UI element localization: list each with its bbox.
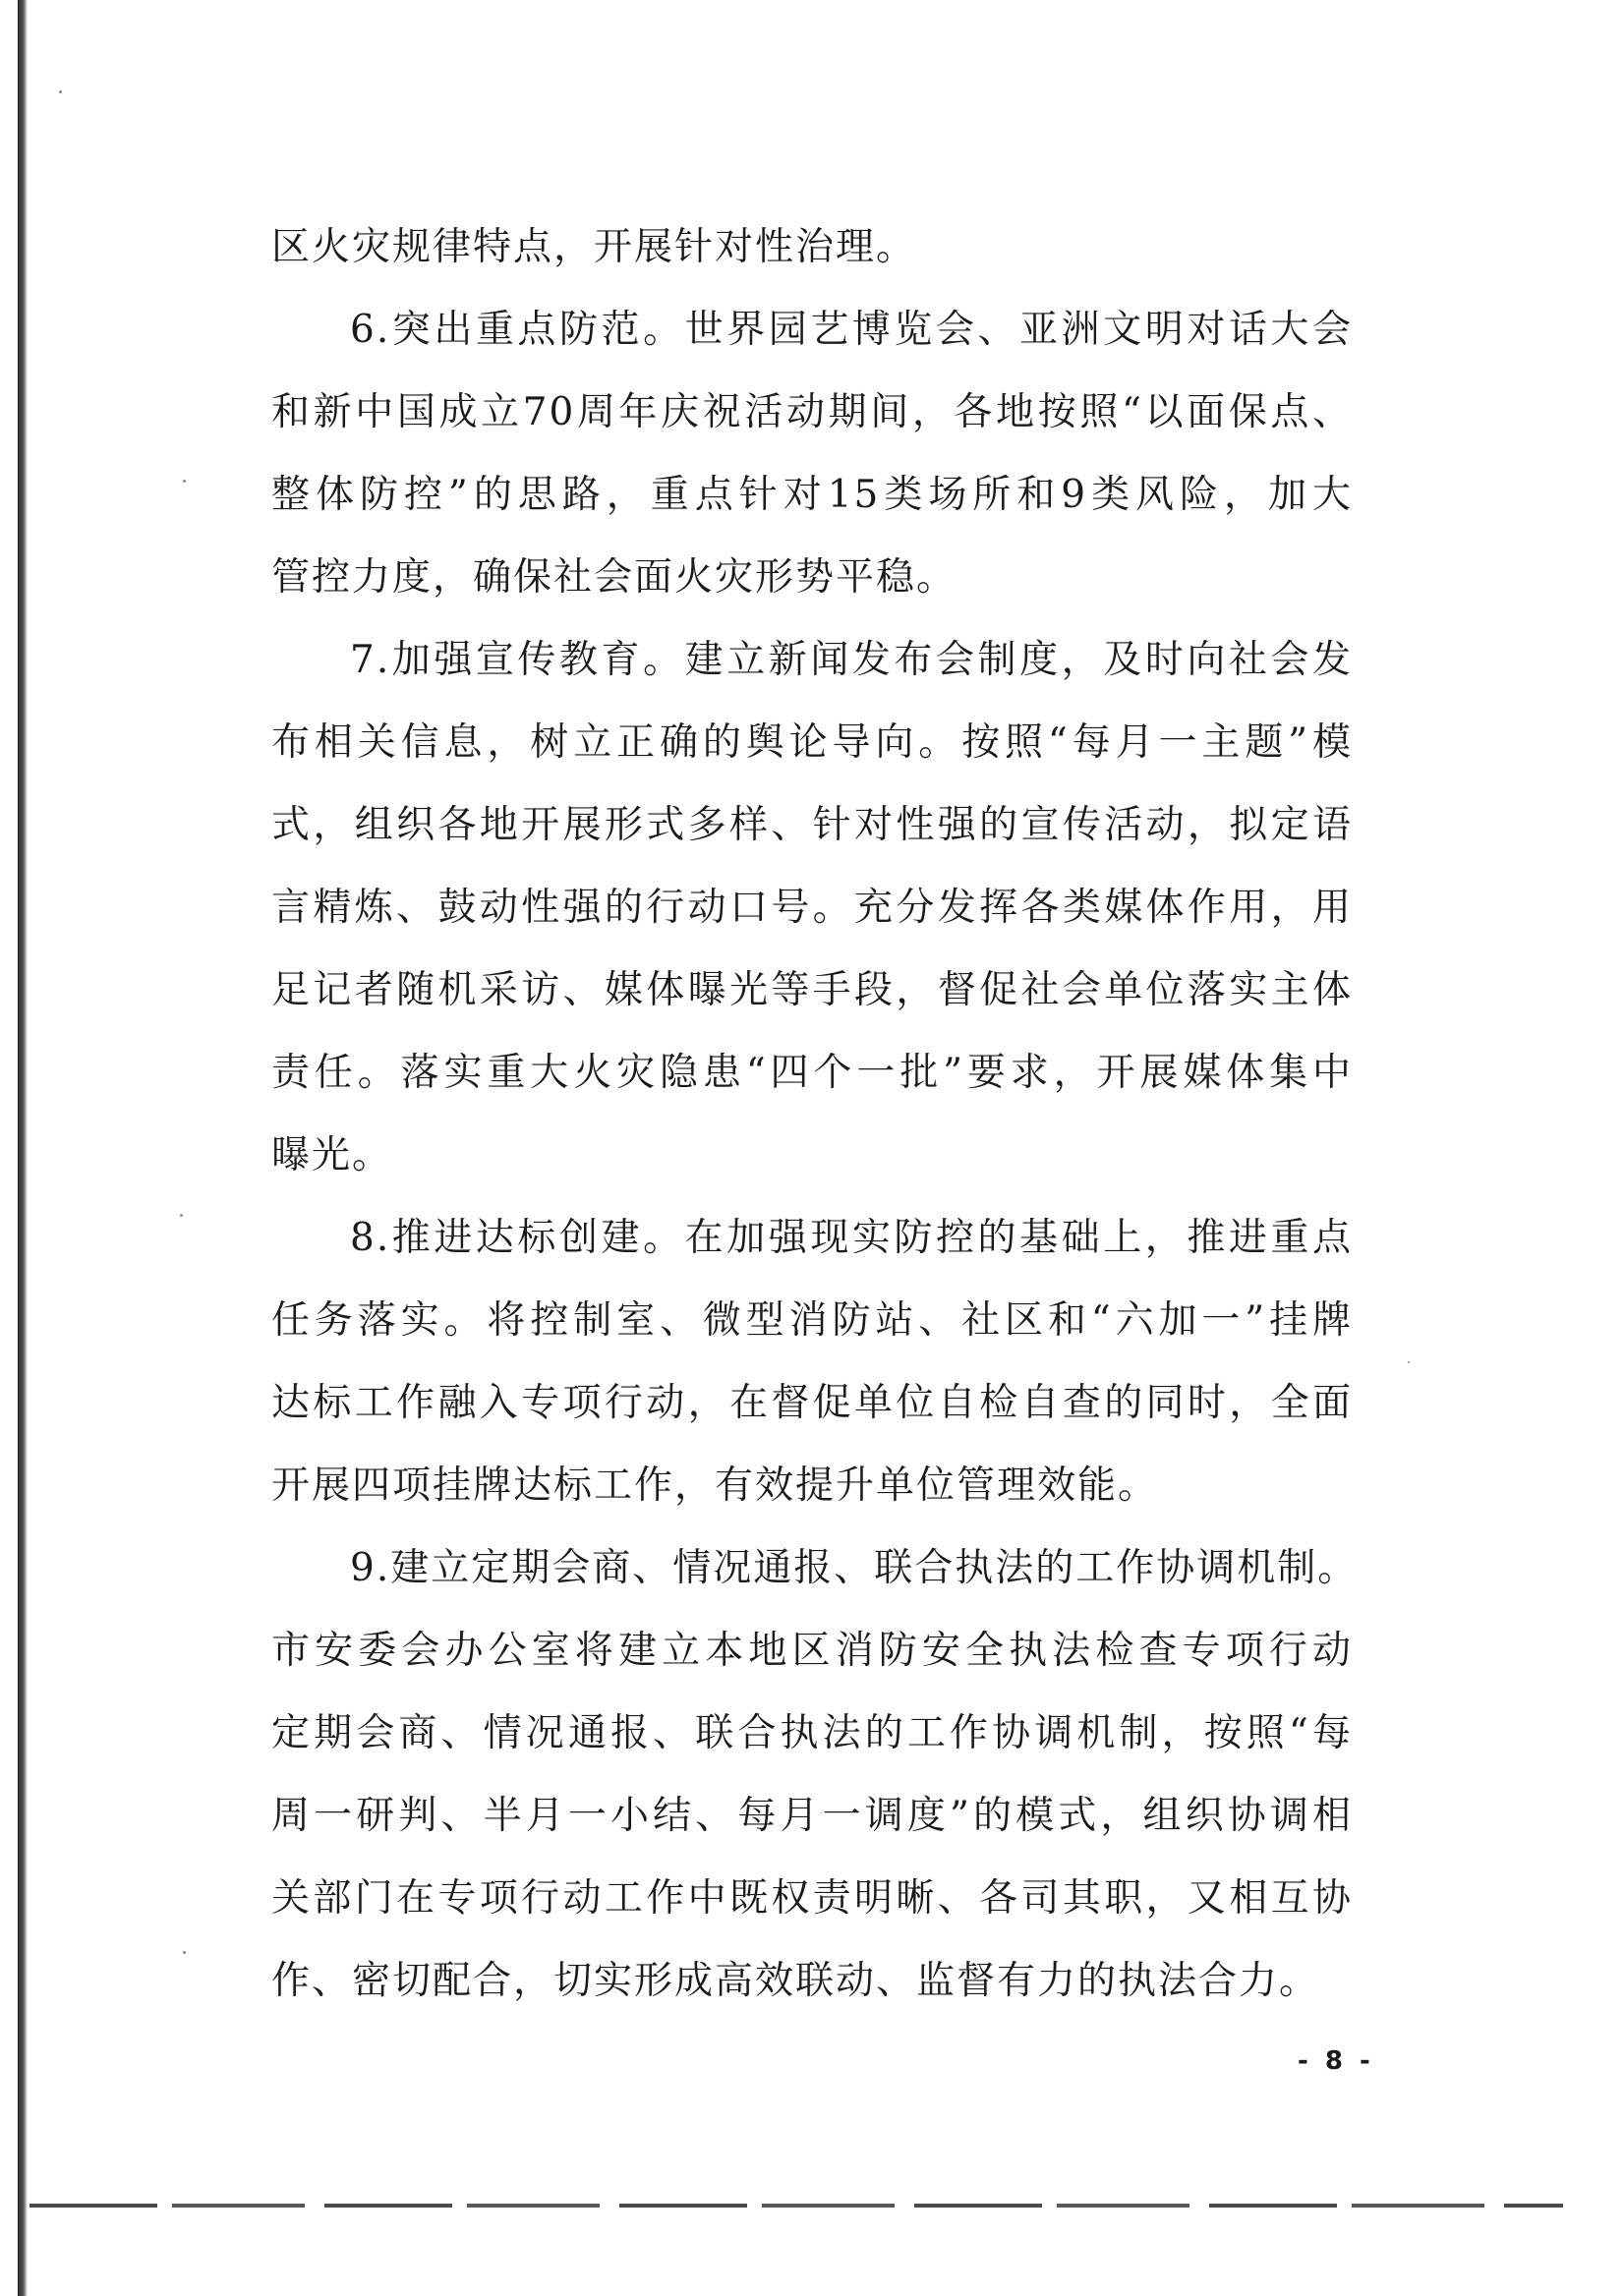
scan-bottom-edge: [29, 2204, 1563, 2208]
text-line: 责任。落实重大火灾隐患“四个一批”要求，开展媒体集中: [271, 1051, 1353, 1095]
text-line: 管控力度，确保社会面火灾形势平稳。: [271, 555, 957, 600]
scan-speck: [59, 90, 62, 93]
text-line: 市安委会办公室将建立本地区消防安全执法检查专项行动: [271, 1629, 1353, 1673]
text-line: 6.突出重点防范。世界园艺博览会、亚洲文明对话大会: [350, 308, 1353, 352]
text-line: 区火灾规律特点，开展针对性治理。: [271, 225, 917, 269]
scan-left-edge: [18, 0, 28, 2296]
text-line: 定期会商、情况通报、联合执法的工作协调机制，按照“每: [271, 1711, 1353, 1755]
text-line: 曝光。: [271, 1133, 393, 1177]
text-line: 开展四项挂牌达标工作，有效提升单位管理效能。: [271, 1464, 1159, 1508]
text-line: 作、密切配合，切实形成高效联动、监督有力的执法合力。: [271, 1959, 1320, 2003]
text-line: 整体防控”的思路，重点针对15类场所和9类风险，加大: [271, 473, 1353, 517]
scan-speck: [183, 1951, 186, 1954]
text-line: 布相关信息，树立正确的舆论导向。按照“每月一主题”模: [271, 720, 1353, 765]
text-line: 达标工作融入专项行动，在督促单位自检自查的同时，全面: [271, 1381, 1353, 1425]
text-line: 关部门在专项行动工作中既权责明晰、各司其职，又相互协: [271, 1876, 1353, 1921]
page-number: - 8 -: [1298, 2046, 1374, 2076]
text-line: 任务落实。将控制室、微型消防站、社区和“六加一”挂牌: [271, 1298, 1353, 1343]
scan-speck: [1408, 1361, 1410, 1363]
text-line: 周一研判、半月一小结、每月一调度”的模式，组织协调相: [271, 1794, 1353, 1838]
scan-speck: [183, 480, 186, 483]
text-line: 言精炼、鼓动性强的行动口号。充分发挥各类媒体作用，用: [271, 886, 1353, 930]
body-text: [271, 206, 1359, 2023]
text-line: 和新中国成立70周年庆祝活动期间，各地按照“以面保点、: [271, 390, 1353, 434]
text-line: 7.加强宣传教育。建立新闻发布会制度，及时向社会发: [350, 638, 1353, 682]
text-line: 9.建立定期会商、情况通报、联合执法的工作协调机制。: [350, 1546, 1359, 1590]
text-line: 式，组织各地开展形式多样、针对性强的宣传活动，拟定语: [271, 803, 1353, 847]
text-line: 足记者随机采访、媒体曝光等手段，督促社会单位落实主体: [271, 968, 1353, 1012]
text-line: 8.推进达标创建。在加强现实防控的基础上，推进重点: [350, 1216, 1353, 1260]
scan-speck: [180, 1214, 183, 1217]
